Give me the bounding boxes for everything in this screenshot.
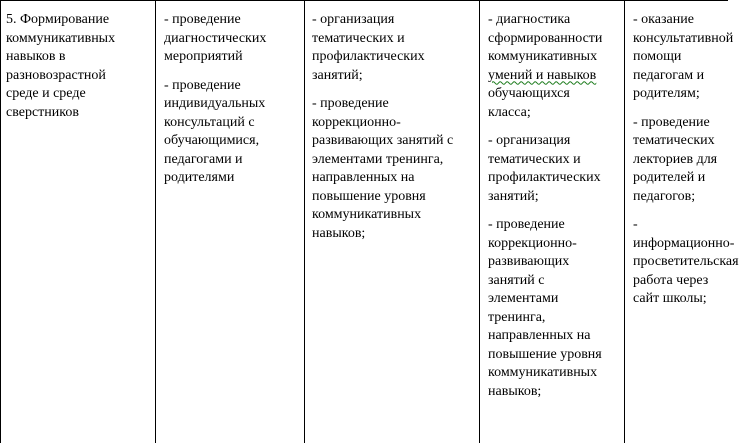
text-line: - оказание — [633, 12, 694, 27]
text-line: информационно- — [633, 235, 735, 251]
text-line: педагогов; — [633, 188, 696, 204]
text-line: родителям; — [633, 86, 700, 101]
text-line: коррекционно- — [488, 235, 577, 251]
column-border — [155, 0, 156, 443]
text-line: - проведение — [312, 96, 389, 111]
text-line: тематических и — [312, 30, 405, 46]
table-cell-diagnostics — [164, 11, 266, 188]
text-line: среде и среде — [6, 86, 86, 101]
text-line: занятий; — [312, 67, 363, 83]
text-line: занятий; — [488, 188, 539, 204]
text-line: тематических и — [488, 151, 581, 167]
text-line: обучающимися, — [164, 133, 260, 148]
text-line: - организация — [488, 133, 571, 148]
text-line: - организация — [312, 12, 395, 27]
text-line: коммуникативных — [312, 207, 422, 222]
text-line: умений и навыков — [488, 67, 597, 83]
text-line: профилактических — [312, 49, 425, 64]
text-line: навыков; — [488, 383, 542, 399]
text-line: - — [633, 217, 638, 232]
table-top-border — [0, 0, 728, 1]
column-border — [479, 0, 480, 443]
text-line: 5. Формирование — [6, 12, 110, 27]
text-line: коммуникативных — [6, 30, 116, 46]
text-line: родителями — [164, 170, 235, 185]
column-border — [0, 0, 1, 443]
text-line: обучающихся — [488, 86, 570, 101]
text-line: коррекционно- — [312, 114, 401, 130]
text-line: сверстников — [6, 104, 79, 120]
text-line: тематических — [633, 133, 715, 148]
column-border — [304, 0, 305, 443]
text-line: - проведение — [488, 217, 565, 232]
text-line: направленных на — [312, 170, 415, 185]
cell-paragraph — [164, 11, 266, 67]
cell-paragraph — [6, 11, 115, 122]
text-line: развивающих занятий с — [312, 133, 454, 148]
text-line: педагогам и — [633, 67, 705, 83]
text-line: разновозрастной — [6, 67, 106, 83]
cell-paragraph — [312, 11, 453, 85]
text-line: занятий с — [488, 272, 545, 288]
cell-paragraph — [633, 114, 739, 207]
cell-paragraph — [488, 132, 602, 206]
cell-paragraph — [488, 216, 602, 401]
text-line: коммуникативных — [488, 365, 598, 380]
text-line: - проведение — [164, 77, 241, 93]
text-line: класса; — [488, 104, 531, 120]
text-line: повышение уровня — [312, 188, 426, 204]
text-line: помощи — [633, 49, 682, 64]
text-line: - проведение — [633, 114, 710, 130]
text-line: профилактических — [488, 170, 601, 185]
text-line: элементами — [488, 291, 559, 306]
table-cell-class-work — [488, 11, 602, 401]
text-line: индивидуальных — [164, 96, 266, 111]
text-line: навыков в — [6, 49, 66, 64]
table-cell-consulting — [633, 11, 739, 309]
cell-paragraph — [164, 77, 266, 188]
text-line: работа через — [633, 272, 709, 288]
text-line: просветительская — [633, 254, 739, 269]
table-cell-correction — [312, 11, 453, 243]
text-line: - проведение — [164, 12, 241, 27]
text-line: диагностических — [164, 30, 267, 46]
text-line: - диагностика — [488, 12, 571, 27]
column-border — [624, 0, 625, 443]
text-line: элементами тренинга, — [312, 151, 444, 167]
text-line: мероприятий — [164, 49, 243, 64]
text-line: сайт школы; — [633, 291, 707, 306]
text-line: лекториев для — [633, 151, 718, 167]
cell-paragraph — [312, 95, 453, 243]
cell-paragraph — [488, 11, 602, 122]
text-line: навыков; — [312, 225, 366, 241]
text-line: развивающих — [488, 254, 570, 269]
cell-paragraph — [633, 11, 739, 104]
text-line: родителей и — [633, 170, 706, 185]
text-line: педагогами и — [164, 151, 243, 167]
text-line: тренинга, — [488, 309, 546, 325]
text-line: консультаций с — [164, 114, 255, 130]
text-line: повышение уровня — [488, 346, 602, 362]
text-line: коммуникативных — [488, 49, 598, 64]
text-line: сформированности — [488, 30, 603, 46]
text-line: направленных на — [488, 328, 591, 343]
text-line: консультативной — [633, 30, 734, 46]
table-cell-result — [6, 11, 115, 122]
cell-paragraph — [633, 216, 739, 309]
